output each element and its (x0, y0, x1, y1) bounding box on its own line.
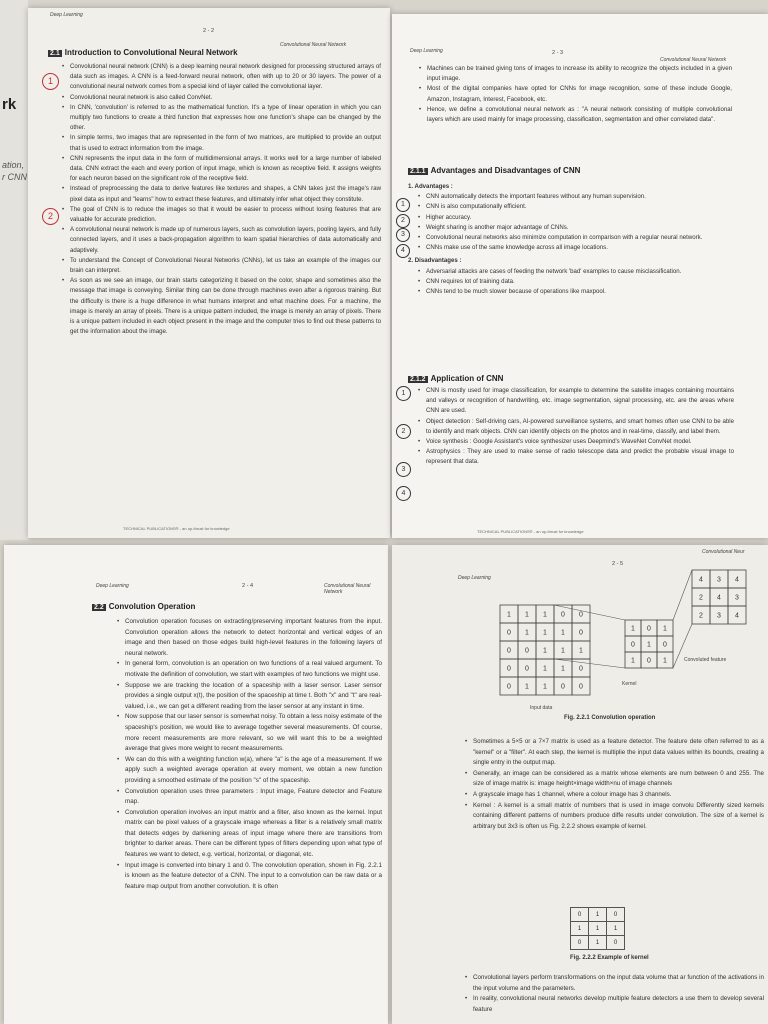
bullet-paragraph: • Convolution operation uses three parameters : Input image, Feature detector and Feature map. (125, 787, 382, 808)
page-header-left: Deep Learning (458, 575, 491, 581)
annotation-circle: 2 (396, 214, 410, 228)
figure-caption: Fig. 2.2.1 Convolution operation (564, 715, 656, 721)
annotation-circle: 2 (396, 424, 411, 439)
grid-cell-value: 1 (525, 683, 529, 691)
grid-cell-value: 1 (631, 625, 635, 633)
grid-cell-value: 0 (579, 665, 583, 673)
convoluted-feature-grid (692, 570, 746, 624)
bullet-paragraph: • Most of the digital companies have opted for CNNs for image recognition, some of these include Google, Amazon, Instagram, Interest, Facebook, etc. (427, 84, 732, 104)
grid-cell-value: 1 (507, 611, 511, 619)
page-number: 2 - 2 (203, 28, 215, 34)
kernel-cell: 1 (607, 922, 625, 936)
section-number: 2.1 (50, 50, 60, 57)
subsection-title: Advantages and Disadvantages of CNN (430, 166, 581, 175)
annotation-circle: 2 (42, 208, 59, 225)
kernel-cell: 1 (589, 936, 607, 950)
grid-cell-value: 0 (507, 629, 511, 637)
kernel-cell: 0 (571, 908, 589, 922)
page-header-right: Convolutional Neural Network (280, 42, 347, 48)
grid-cell-value: 1 (663, 657, 667, 665)
page-header-right: Convolutional Neur (702, 549, 745, 555)
grid-cell-value: 0 (579, 629, 583, 637)
advantage-item: • CNN automatically detects the important features without any human supervision. (426, 192, 734, 202)
page-body-top (418, 64, 732, 125)
kernel-row (571, 908, 625, 922)
annotation-circle: 4 (396, 244, 410, 258)
figure-caption: Fig. 2.2.2 Example of kernel (570, 955, 649, 961)
advantages-label: 1. Advantages : (408, 183, 453, 190)
disadvantages-label: 2. Disadvantages : (408, 257, 462, 265)
disadvantage-item: • CNN requires lot of training data. (426, 277, 734, 287)
grid-cell-value: 1 (663, 625, 667, 633)
page-number: 2 - 3 (552, 50, 564, 56)
bullet-paragraph: • Now suppose that our laser sensor is somewhat noisy. To obtain a less noisy estimate of the spaceship's position, we would like to average together several measurements. Of course, more recent measurements are more relevant, so we will want this to be a weighted average that gives more weight to recent measurements. (125, 712, 382, 754)
page-number: 2 - 4 (242, 583, 254, 589)
subsection-number: 2.1.1 (410, 168, 426, 175)
annotation-circle: 3 (396, 462, 411, 477)
application-item: • Object detection : Self-driving cars, AI-powered surveillance systems, and smart homes often use CNN to be able to identify and mark objects. CNN can identify objects on the photos and in real-time, classify, and label them. (426, 417, 734, 437)
grid-cell-value: 1 (525, 629, 529, 637)
kernel-cell: 1 (589, 908, 607, 922)
bullet-paragraph: • Convolutional neural network (CNN) is a deep learning neural network designed for processing structured arrays of data such as images. A CNN is a feed-forward neural network, often with up to 20 or 30 layers. The power of a convolutional neural network comes from a special kind of layer called the convolutional layer. (70, 62, 381, 93)
grid-cell-value: 0 (507, 647, 511, 655)
bullet-paragraph: • Kernel : A kernel is a small matrix of numbers that is used in image convolu Differently sized kernels containing different patterns of numbers produce diffe results under convolution. The size of a kernel is arbitrary but 3x3 is often us Fig. 2.2.2 shows example of kernel. (473, 801, 764, 833)
annotation-circle: 4 (396, 486, 411, 501)
bullet-paragraph: • In CNN, 'convolution' is referred to as the mathematical function. It's a type of linear operation in which you can multiply two functions to create a third function that expresses how one function's shape can be changed by the other. (70, 103, 381, 134)
kernel-cell: 1 (571, 922, 589, 936)
bullet-paragraph: • Convolutional neural network is also called ConvNet. (70, 93, 381, 103)
subsection-heading (408, 374, 503, 383)
subsection-title: Application of CNN (430, 374, 504, 383)
application-item: • Astrophysics : They are used to make sense of radio telescope data and predict the probable visual image to represent that data. (426, 447, 734, 467)
grid-cell-value: 0 (631, 641, 635, 649)
page-body (464, 737, 764, 832)
grid-cell-value: 1 (543, 629, 547, 637)
grid-cell-value: 0 (525, 665, 529, 673)
bullet-paragraph: • A grayscale image has 1 channel, where a colour image has 3 channels. (473, 790, 764, 801)
grid-cell-value: 0 (579, 683, 583, 691)
grid-cell-value: 1 (579, 647, 583, 655)
bullet-paragraph: • Convolutional layers perform transformations on the input data volume that ar function of the activations in the input volume and the parameters. (473, 973, 764, 994)
bullet-paragraph: • We can do this with a weighting function w(a), where "a" is the age of a measurement. If we apply such a weighted average operation at every moment, we obtain a new function providing a smoothed estimate of the position "s" of the spaceship. (125, 755, 382, 787)
bullet-paragraph: • Suppose we are tracking the location of a spaceship with a laser sensor. Laser sensor provides a single output x(t), the position of the spaceship at time t. Both "x" and "t" are real-valued, i.e., we can get a different reading from the laser sensor at any instant in time. (125, 681, 382, 713)
section-title: Convolution Operation (108, 602, 196, 611)
grid-cell-value: 1 (647, 641, 651, 649)
bullet-paragraph: • Input image is converted into binary 1 and 0. The convolution operation, shown in Fig. 2.2.1 is known as the feature detector of a CNN. The input to a convolution can be raw data or a feature map output from another convolution. It is often (125, 861, 382, 893)
page-footer: TECHNICAL PUBLICATIONS® - an up-thrust for knowledge (123, 526, 230, 531)
page-header-right: Convolutional Neural Network (660, 57, 727, 63)
section-heading (92, 602, 195, 611)
strip-text-2: ation, (2, 160, 25, 170)
subsection-heading (408, 166, 580, 175)
kernel-grid (625, 620, 673, 668)
grid-cell-value: 1 (561, 629, 565, 637)
grid-cell-value: 1 (561, 665, 565, 673)
neighbour-page-strip (0, 0, 28, 540)
page-header-right: Convolutional Neural Network (324, 583, 371, 595)
page-2-2 (28, 8, 390, 538)
section-number: 2.2 (94, 604, 104, 611)
bullet-paragraph: • To understand the Concept of Convolutional Neural Networks (CNNs), let us take an example of the images our brain can interpret. (70, 256, 381, 276)
page-header-left: Deep Learning (96, 583, 129, 589)
kernel-cell: 1 (589, 922, 607, 936)
convoluted-feature-label: Convoluted feature (684, 657, 727, 663)
input-data-label: Input data (530, 705, 553, 711)
page-2-4 (4, 545, 388, 1024)
grid-cell-value: 0 (561, 683, 565, 691)
application-item: • Voice synthesis : Google Assistant's voice synthesizer uses Deepmind's WaveNet ConvNet model. (426, 437, 734, 447)
input-data-grid (500, 605, 590, 695)
kernel-row (571, 922, 625, 936)
page-footer: TECHNICAL PUBLICATIONS® - an up-thrust for knowledge (477, 529, 584, 534)
page-2-3 (392, 14, 768, 538)
page-2-5 (392, 545, 768, 1024)
grid-cell-value: 1 (543, 647, 547, 655)
grid-cell-value: 0 (507, 683, 511, 691)
grid-cell-value: 4 (735, 576, 739, 584)
grid-cell-value: 3 (717, 576, 721, 584)
grid-cell-value: 0 (561, 611, 565, 619)
grid-cell-value: 0 (663, 641, 667, 649)
grid-cell-value: 4 (699, 576, 703, 584)
annotation-circle: 3 (396, 228, 410, 242)
advantage-item: • Weight sharing is another major advantage of CNNs. (426, 223, 734, 233)
advantage-item: • Convolutional neural networks also minimize computation in comparison with a regular neural network. (426, 233, 734, 243)
bullet-paragraph: • Sometimes a 5×5 or a 7×7 matrix is used as a feature detector. The feature dete often referred to as a "kernel" or a "filter". At each step, the kernel is multiplie the input data values within its bounds, creating a single entry in the output map. (473, 737, 764, 769)
page-header-left: Deep Learning (50, 12, 83, 18)
grid-cell-value: 0 (525, 647, 529, 655)
advantage-item: • CNN is also computationally efficient. (426, 202, 734, 212)
bullet-paragraph: • Machines can be trained giving tons of images to increase its ability to recognize the objects included in a given input image. (427, 64, 732, 84)
annotation-circle: 1 (42, 73, 59, 90)
section-heading (48, 48, 238, 57)
kernel-label: Kernel (622, 681, 637, 687)
bullet-paragraph: • In general form, convolution is an operation on two functions of a real valued argument. To motivate the definition of convolution, we start with examples of two functions we might use. (125, 659, 382, 680)
annotation-circle: 1 (396, 386, 411, 401)
grid-cell-value: 3 (735, 594, 739, 602)
page-body-bottom (464, 973, 764, 1015)
grid-cell-value: 1 (561, 647, 565, 655)
advantages-block (408, 180, 734, 297)
page-header-left: Deep Learning (410, 48, 443, 54)
subsection-number: 2.1.2 (410, 376, 426, 383)
kernel-example-table (570, 907, 625, 950)
grid-cell-value: 1 (543, 665, 547, 673)
bullet-paragraph: • Convolution operation focuses on extracting/preserving important features from the input. Convolution operation allows the network to detect horizontal and vertical edges of an image and then based on those edges build high-level features in the following layers of neural network. (125, 617, 382, 659)
grid-cell-value: 0 (647, 657, 651, 665)
kernel-row (571, 936, 625, 950)
grid-cell-value: 3 (717, 612, 721, 620)
section-title: Introduction to Convolutional Neural Network (64, 48, 238, 57)
bullet-paragraph: • Convolution operation involves an input matrix and a filter, also known as the kernel. Input matrix can be pixel values of a grayscale image whereas a filter is a relatively small matrix that detects edges by darkening areas of input image where there are transitions from brighter to darker areas. There can be different types of filters depending upon what type of features we want to detect, e.g. vertical, horizontal, or diagonal, etc. (125, 808, 382, 861)
grid-cell-value: 1 (525, 611, 529, 619)
grid-cell-value: 2 (699, 612, 703, 620)
bullet-paragraph: • As soon as we see an image, our brain starts categorizing it based on the color, shape and sometimes also the message that image is conveying. Similar thing can be done through machines even after a rigorous training. But the difficulty is there is a huge difference in what humans interpret and what machine does. For a machine, the image is merely an array of pixels. There is a unique pattern included, the image is merely an array of pixels. There is a unique pattern included in each object present in the image and the computer tries to find out these patterns to get the information about the image. (70, 276, 381, 337)
page-body (116, 617, 382, 892)
strip-text-1: rk (2, 96, 17, 113)
convolution-figure (470, 565, 760, 715)
advantage-item: • Higher accuracy. (426, 213, 734, 223)
grid-cell-value: 1 (631, 657, 635, 665)
bullet-paragraph: • Hence, we define a convolutional neural network as : "A neural network consisting of multiple convolutional layers which are used mainly for image processing, classification, segmentation and other correlated data". (427, 105, 732, 125)
grid-cell-value: 1 (543, 683, 547, 691)
grid-cell-value: 1 (543, 611, 547, 619)
application-item: • CNN is mostly used for image classification, for example to determine the satellite images containing mountains and valleys or recognition of handwriting, etc. image segmentation, signal processing, etc. are the areas where CNN are used. (426, 386, 734, 417)
bullet-paragraph: • In simple terms, two images that are represented in the form of two matrices, are multiplied to provide an output that is used to extract information from the image. (70, 133, 381, 153)
grid-cell-value: 2 (699, 594, 703, 602)
kernel-cell: 0 (571, 936, 589, 950)
bullet-paragraph: • The goal of CNN is to reduce the images so that it would be easier to process without losing features that are valuable for accurate prediction. (70, 205, 381, 225)
grid-cell-value: 4 (735, 612, 739, 620)
grid-cell-value: 0 (579, 611, 583, 619)
bullet-paragraph: • Generally, an image can be considered as a matrix whose elements are num between 0 and 255. The size of image matrix is: image height×image width×nu of image channels (473, 769, 764, 790)
disadvantage-item: • Adversarial attacks are cases of feeding the network 'bad' examples to cause misclassification. (426, 267, 734, 277)
connector-line (673, 570, 692, 620)
bullet-paragraph: • Instead of preprocessing the data to derive features like textures and shapes, a CNN takes just the image's raw pixel data as input and "learns" how to extract these features, and ultimately infer what object they constitute. (70, 184, 381, 204)
bullet-paragraph: • CNN represents the input data in the form of multidimensional arrays. It works well for a large number of labeled data. CNN extract the each and every portion of input image, which is known as receptive field. It assigns weights for each neuron based on the significant role of the receptive field. (70, 154, 381, 185)
bullet-paragraph: • A convolutional neural network is made up of numerous layers, such as convolution layers, pooling layers, and fully connected layers, and it uses a back-propagation algorithm to learn spatial hierarchies of data automatically and adaptively. (70, 225, 381, 256)
disadvantage-item: • CNNs tend to be much slower because of operations like maxpool. (426, 287, 734, 297)
kernel-cell: 0 (607, 908, 625, 922)
advantage-item: • CNNs make use of the same knowledge across all image locations. (426, 243, 734, 253)
bullet-paragraph: • In reality, convolutional neural networks develop multiple feature detectors a use them to develop several feature (473, 994, 764, 1015)
kernel-cell: 0 (607, 936, 625, 950)
grid-cell-value: 0 (647, 625, 651, 633)
annotation-circle: 1 (396, 198, 410, 212)
strip-text-3: r CNN (2, 172, 27, 182)
grid-cell-value: 0 (507, 665, 511, 673)
grid-cell-value: 4 (717, 594, 721, 602)
applications-block (408, 386, 734, 468)
page-body (61, 62, 381, 337)
page-number: 2 - 5 (612, 561, 624, 567)
